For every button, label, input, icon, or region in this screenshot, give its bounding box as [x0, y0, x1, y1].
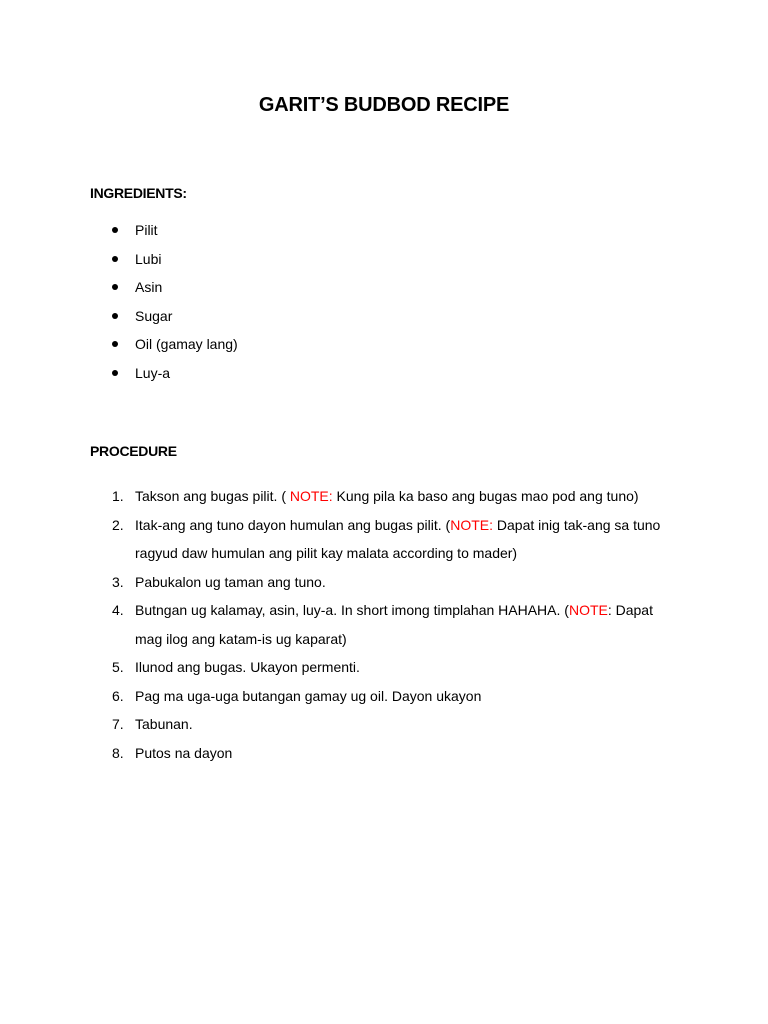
ingredient-label: Oil (gamay lang)	[135, 336, 238, 352]
ingredient-label: Pilit	[135, 222, 158, 238]
step-text-before: Tabunan.	[135, 716, 193, 732]
step-number: 8.	[112, 744, 124, 761]
step-text-before: Itak-ang ang tuno dayon humulan ang bugas pilit. (	[135, 516, 451, 533]
step-number: 7.	[112, 716, 124, 732]
procedure-list	[0, 482, 768, 767]
step-text	[135, 739, 675, 768]
step-text	[135, 682, 675, 711]
bullet-icon	[112, 256, 118, 262]
step-number: 5.	[112, 659, 124, 675]
procedure-step	[0, 596, 768, 653]
step-text-before: Pag ma uga-uga butangan gamay ug oil. Dayon ukayon	[135, 687, 482, 704]
bullet-icon	[112, 313, 118, 319]
ingredient-item	[0, 222, 768, 251]
step-number: 2.	[112, 516, 124, 533]
step-text	[135, 596, 675, 653]
step-text-before: Putos na dayon	[135, 744, 233, 761]
bullet-icon	[112, 227, 118, 233]
step-note-label: NOTE	[568, 602, 608, 618]
procedure-step	[0, 511, 768, 568]
procedure-step	[0, 739, 768, 768]
procedure-heading: PROCEDURE	[90, 443, 177, 459]
step-number: 1.	[112, 488, 124, 504]
ingredient-item	[0, 279, 768, 308]
document-title: GARIT’S BUDBOD RECIPE	[258, 94, 510, 116]
ingredient-label: Sugar	[135, 307, 173, 324]
step-text-after: Kung pila ka baso ang bugas mao pod ang tuno)	[332, 488, 639, 504]
procedure-step	[0, 710, 768, 739]
ingredients-heading: INGREDIENTS:	[90, 185, 187, 201]
procedure-step	[0, 482, 768, 511]
step-text-after: : Dapat mag ilog ang katam-is ug kaparat)	[135, 602, 653, 647]
step-text	[135, 653, 675, 682]
procedure-step	[0, 568, 768, 597]
procedure-step	[0, 653, 768, 682]
ingredient-item	[0, 251, 768, 280]
ingredients-list	[0, 222, 768, 393]
step-text-before: Ilunod ang bugas. Ukayon permenti.	[135, 659, 360, 675]
step-number: 6.	[112, 687, 124, 704]
step-text-after: Dapat inig tak-ang sa tuno ragyud daw humulan ang pilit kay malata according to mader)	[135, 516, 661, 561]
ingredient-item	[0, 365, 768, 394]
procedure-step	[0, 682, 768, 711]
step-text-before: Pabukalon ug taman ang tuno.	[135, 573, 326, 590]
step-number: 3.	[112, 573, 124, 590]
step-note-label: NOTE:	[450, 516, 493, 533]
step-text	[135, 710, 675, 739]
ingredient-label: Lubi	[135, 250, 162, 267]
step-number: 4.	[112, 602, 124, 618]
bullet-icon	[112, 284, 118, 290]
ingredient-label: Luy-a	[135, 364, 171, 381]
step-text-before: Takson ang bugas pilit. (	[135, 488, 290, 504]
ingredient-item	[0, 308, 768, 337]
ingredient-item	[0, 336, 768, 365]
bullet-icon	[112, 370, 118, 376]
step-text-before: Butngan ug kalamay, asin, luy-a. In short imong timplahan HAHAHA. (	[135, 602, 569, 618]
step-note-label: NOTE:	[289, 488, 333, 504]
step-text	[135, 511, 675, 568]
ingredient-label: Asin	[135, 279, 163, 295]
bullet-icon	[112, 341, 118, 347]
step-text	[135, 568, 675, 597]
step-text	[135, 482, 675, 511]
